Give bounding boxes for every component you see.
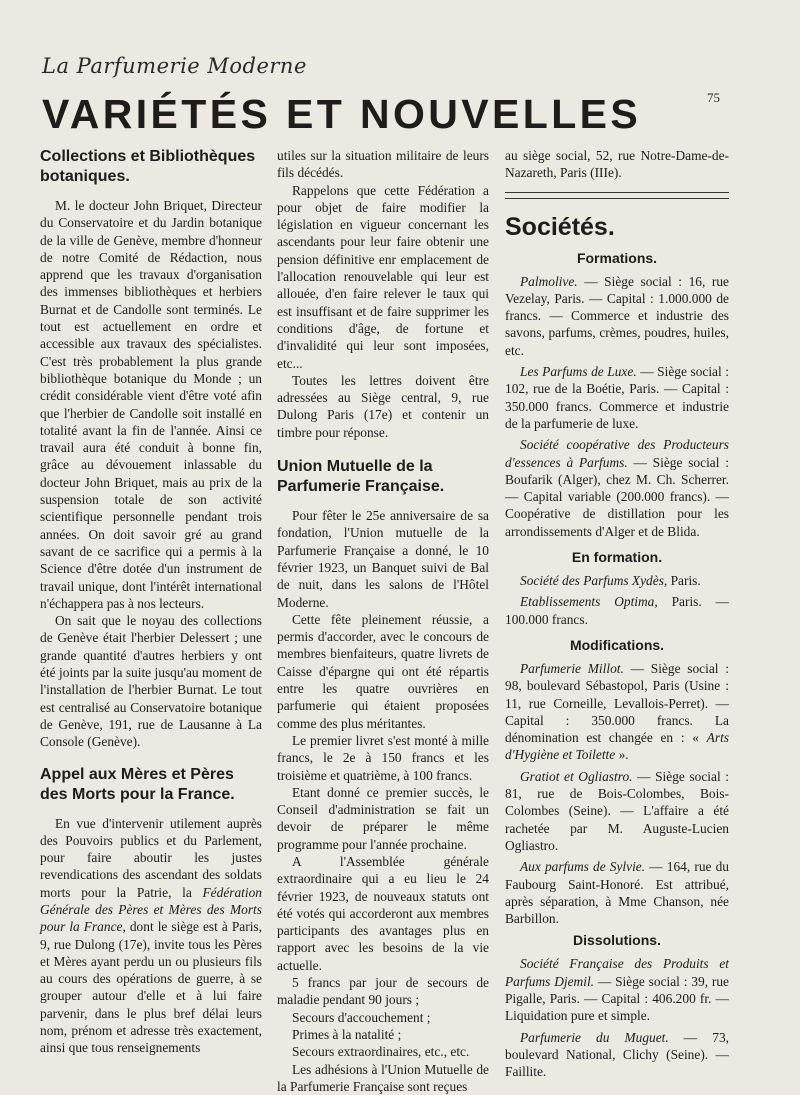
company-details: — 164, rue du Faubourg Saint-Honoré. Est attribué, après séparation, à Mme Chanson, née Barbillon. (505, 859, 729, 927)
company-details: — Siège social : 39, rue Pigalle, Paris. — Capital : 406.200 fr. — Liquidation pure et simple. (505, 973, 729, 1024)
company-entry (505, 1029, 729, 1081)
article-title-collections: Collections et Bibliothèques botaniques. (40, 148, 256, 185)
page-number: 75 (707, 90, 720, 105)
federation-name: Fédération Générale des Pères et Mères des Morts pour la France (40, 884, 262, 935)
company-name: Palmolive. (520, 273, 578, 289)
article-paragraph: Secours d'accouchement ; (292, 1009, 431, 1025)
company-details: ». (615, 747, 629, 763)
column-3 (505, 147, 729, 1084)
article-paragraph: Toutes les lettres doivent être adressées au Siège central, 9, rue Dulong Paris (17e) et contenir un timbre pour réponse. (277, 372, 489, 440)
article-paragraph-continued: utiles sur la situation militaire de leurs fils décédés. (277, 148, 489, 181)
article-paragraph-continued: au siège social, 52, rue Notre-Dame-de-Nazareth, Paris (IIIe). (505, 148, 729, 181)
company-name: Les Parfums de Luxe. (520, 364, 637, 380)
column-2 (277, 147, 489, 1095)
company-name: Société des Parfums Xydès, (520, 573, 668, 589)
article-paragraph (40, 815, 262, 1057)
modifications-heading: Modifications. (569, 636, 665, 653)
company-entry (505, 273, 729, 359)
company-details: — Siège social : 81, rue de Bois-Colombes, Bois-Colombes (Seine). — L'affaire a été rachetée par M. Auguste-Lucien Ogliastro. (505, 768, 729, 853)
article-paragraph: Primes à la natalité ; (292, 1026, 402, 1042)
article-paragraph: 5 francs par jour de secours de maladie pendant 90 jours ; (277, 975, 489, 1008)
column-1 (40, 147, 262, 1057)
magazine-title: La Parfumerie Moderne (42, 54, 307, 78)
company-details: Paris. — 100.000 francs. (505, 594, 729, 627)
en-formation-heading: En formation. (571, 549, 663, 566)
company-entry (505, 572, 729, 589)
article-title-appel: Appel aux Mères et Pères des Morts pour la France. (40, 765, 235, 803)
societes-title: Sociétés. (505, 212, 615, 241)
company-details: — Siège social : 102, rue de la Boétie, Paris. — Capital : 350.000 francs. Commerce et industrie de la parfumerie de luxe. (505, 364, 729, 431)
article-paragraph: Les adhésions à l'Union Mutuelle de la Parfumerie Française sont reçues (277, 1061, 489, 1094)
company-entry (505, 660, 729, 764)
article-paragraph: Cette fête pleinement réussie, a permis d'accorder, avec le concours de membres bienfaiteurs, quatre livrets de Caisse d'épargne qui ont été répartis entre les quatre ouvrières en parfumerie qui étaient proposées comme des plus méritantes. (277, 611, 489, 731)
dissolutions-heading: Dissolutions. (573, 932, 661, 949)
article-paragraph: Le premier livret s'est monté à mille francs, le 2e à 150 francs et les troisième et quatrième, à 100 francs. (277, 732, 489, 783)
company-name: Parfumerie Millot. (520, 660, 624, 676)
company-details: Paris. (667, 573, 701, 589)
section-title: VARIÉTÉS ET NOUVELLES (42, 91, 642, 137)
company-name: Gratiot et Ogliastro. (520, 768, 633, 784)
company-details: — Siège social : 98, boulevard Sébastopol, Paris (Usine : 11, rue Corneille, Levallois-Perret). — Capital : 350.000 francs. La dénomination est changée en : « (505, 660, 729, 746)
article-paragraph: On sait que le noyau des collections de Genève était l'herbier Delessert ; une grande quantité d'autres herbiers y ont été joints par la suite jusqu'au moment de l'installation de l'herbier Burnat. Le tout est centralisé au Conservatoire botanique de Genève, 191, rue de Lausanne à La Console (Genève). (40, 613, 262, 750)
company-entry (505, 593, 729, 628)
article-paragraph: Secours extraordinaires, etc., etc. (292, 1044, 470, 1060)
company-entry (505, 436, 729, 540)
company-entry (505, 768, 729, 854)
company-entry (505, 858, 729, 927)
company-details: — 73, boulevard National, Clichy (Seine). — Faillite. (505, 1029, 729, 1080)
article-paragraph: A l'Assemblée générale extraordinaire qui a eu lieu le 24 février 1923, de nouveaux statuts ont été votés qui accorderont aux membres participants des avantages plus en rapport avec les besoins de la vie actuelle. (277, 853, 489, 973)
company-details: — Siège social : 16, rue Vezelay, Paris. — Capital : 1.000.000 de francs. — Commerce et industrie des savons, parfums, crèmes, poudres, huiles, etc. (505, 273, 729, 358)
company-name: Parfumerie du Muguet. (520, 1029, 669, 1045)
article-paragraph: Pour fêter le 25e anniversaire de sa fondation, l'Union mutuelle de la Parfumerie Française a donné, le 10 février 1923, un Banquet suivi de Bal de nuit, dans les salons de l'Hôtel Moderne. (277, 508, 489, 610)
paragraph-text: , dont le siège est à Paris, 9, rue Dulong (17e), invite tous les Pères et Mères ayant perdu un ou plusieurs fils au cours des opérations de guerre, à se grouper autour d'elle et à lui faire parvenir, dans le plus bref délai leurs nom, prénom et adresse très exactement, ainsi que tous renseignements (40, 919, 262, 1056)
company-name: Société Française des Produits et Parfums Djemil. (505, 956, 729, 989)
company-name: Société coopérative des Producteurs d'essences à Parfums. (505, 437, 729, 470)
company-entry (505, 363, 729, 432)
section-divider (505, 192, 729, 199)
article-paragraph: Rappelons que cette Fédération a pour objet de faire modifier la législation en vigueur concernant les ascendants pour leur faire obtenir une pension définitive enr emplacement de l'allocation renouvelable qui leur est allouée, d'en faire relever le taux qui est insuffisant et de faire supprimer les conditions d'âge, de fortune et d'invalidité qui leur sont imposées, etc... (277, 182, 489, 371)
article-paragraph: Etant donné ce premier succès, le Conseil d'administration se fait un devoir de préparer le même programme pour l'année prochaine. (277, 784, 489, 852)
article-title-union-mutuelle: Union Mutuelle de la Parfumerie Française. (277, 458, 445, 496)
paragraph-text: En vue d'intervenir utilement auprès des Pouvoirs publics et du Parlement, pour faire aboutir les justes revendications des ascendant des soldats morts pour la Patrie, la (40, 815, 262, 900)
company-details: — Siège social : Boufarik (Alger), chez M. Ch. Scherrer. — Capital variable (200.000 francs). — Coopérative de distillation pour les arrondissements d'Alger et de Blida. (505, 454, 729, 539)
company-name: Aux parfums de Sylvie. (520, 859, 646, 875)
article-paragraph: M. le docteur John Briquet, Directeur du Conservatoire et du Jardin botanique de la ville de Genève, membre d'honneur de notre Comité de Rédaction, nous apprend que les travaux d'organisation des immenses bibliothèques et herbiers Burnat et de Candolle sont terminés. Le tout est actuellement en ordre et accessible aux travaux des spécialistes. C'est très probablement la plus grande bibliothèque botanique du Monde ; un crédit considérable vient d'être voté afin que l'herbier de Candolle soit installé en totalité avant la fin de l'année. Ainsi ce travail aura été conduit à bonne fin, grâce au dévouement inlassable du docteur John Briquet, mais au prix de la suspension totale de son activité scientifique personnelle pendant trois années. On doit savoir gré au grand savant de ce sacrifice qui a permis à la Science d'être dotée d'un instrument de travail unique, dont l'intérêt international n'échappera pas à nos lecteurs. (40, 198, 262, 611)
company-name: Etablissements Optima, (520, 594, 658, 610)
formations-heading: Formations. (576, 249, 658, 266)
company-entry (505, 955, 729, 1024)
new-company-name: Arts d'Hygiène et Toilette (505, 730, 729, 763)
